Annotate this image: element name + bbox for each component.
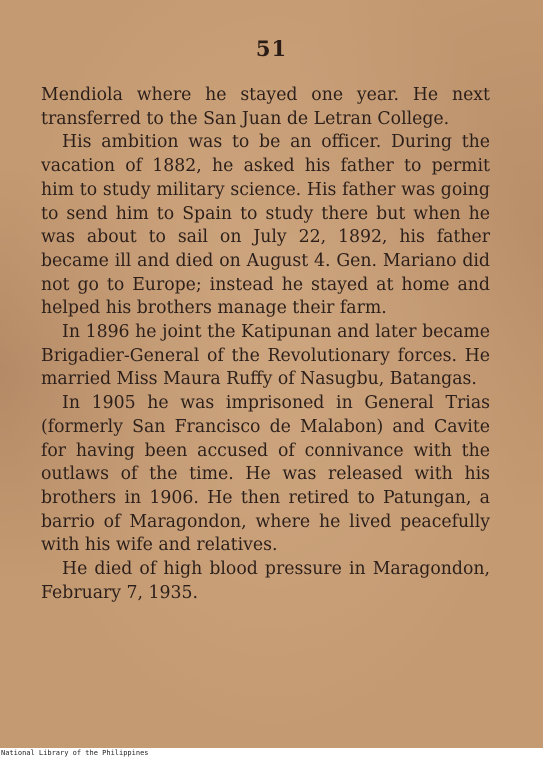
paragraph-4: In 1905 he was imprisoned in General Trias (formerly San Francisco de Malabon) and Cavite for having been accused of connivance with the outlaws of the time. He was released with his brothers in 1906. He then retired to Patungan, a barrio of Maragondon, where he lived peacefully with his wife and relatives. bbox=[41, 393, 490, 556]
page-number: 51 bbox=[255, 36, 288, 61]
paragraph-2: His ambition was to be an officer. During the vacation of 1882, he asked his father to permit him to study military science. His father was going to send him to Spain to study there but when he was about to sail on July 22, 1892, his father became ill and died on August 4. Gen. Mariano did not go to Europe; instead he stayed at home and helped his brothers manage their farm. bbox=[41, 132, 490, 319]
library-footer: National Library of the Philippines bbox=[1, 749, 149, 757]
paragraph-5: He died of high blood pressure in Maragondon, February 7, 1935. bbox=[41, 559, 490, 603]
paragraph-1: Mendiola where he stayed one year. He next transferred to the San Juan de Letran College. bbox=[41, 85, 490, 129]
paragraph-3: In 1896 he joint the Katipunan and later became Brigadier-General of the Revolutionary forces. He married Miss Maura Ruffy of Nasugbu, Batangas. bbox=[41, 322, 490, 390]
page-body bbox=[41, 84, 490, 605]
